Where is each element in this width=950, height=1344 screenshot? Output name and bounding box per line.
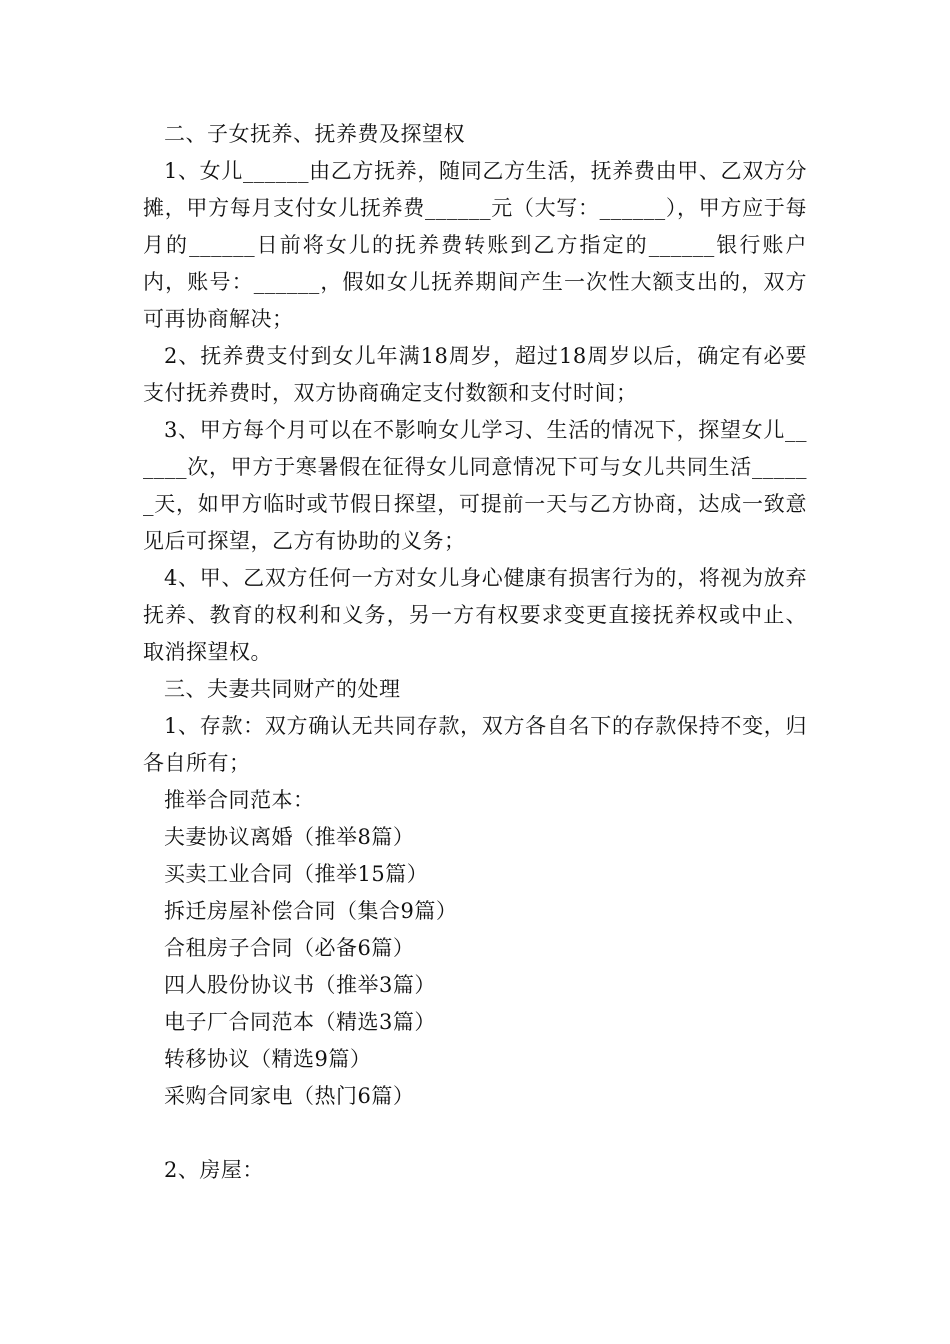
document-body — [143, 116, 807, 1189]
section-two-heading: 二、子女抚养、抚养费及探望权 — [164, 122, 465, 146]
recommend-link[interactable]: 合租房子合同（必备6篇） — [164, 936, 415, 960]
recommend-link[interactable]: 拆迁房屋补偿合同（集合9篇） — [164, 899, 458, 923]
section-two-paragraph-2: 2、抚养费支付到女儿年满18周岁，超过18周岁以后，确定有必要支付抚养费时，双方协商确定支付数额和支付时间； — [143, 344, 807, 405]
recommend-link[interactable]: 转移协议（精选9篇） — [164, 1047, 372, 1071]
spacer — [143, 1115, 807, 1152]
section-two-paragraph-1: 1、女儿______由乙方抚养，随同乙方生活，抚养费由甲、乙双方分摊，甲方每月支付女儿抚养费______元（大写：______），甲方应于每月的______日前将女儿的抚养费转账到乙方指定的______银行账户内，账号：______，假如女儿抚养期间产生一次性大额支出的，双方可再协商解决； — [143, 159, 807, 331]
recommend-link[interactable]: 采购合同家电（热门6篇） — [164, 1084, 415, 1108]
recommend-title: 推举合同范本： — [164, 788, 315, 812]
recommend-link[interactable]: 买卖工业合同（推举15篇） — [164, 862, 429, 886]
section-two-paragraph-3: 3、甲方每个月可以在不影响女儿学习、生活的情况下，探望女儿______次，甲方于寒暑假在征得女儿同意情况下可与女儿共同生活______天，如甲方临时或节假日探望，可提前一天与乙方协商，达成一致意见后可探望，乙方有协助的义务； — [143, 418, 807, 553]
recommend-link[interactable]: 电子厂合同范本（精选3篇） — [164, 1010, 436, 1034]
section-three-heading: 三、夫妻共同财产的处理 — [164, 677, 401, 701]
section-three-paragraph-1: 1、存款：双方确认无共同存款，双方各自名下的存款保持不变，归各自所有； — [143, 714, 807, 775]
recommend-link[interactable]: 四人股份协议书（推举3篇） — [164, 973, 436, 997]
recommend-link[interactable]: 夫妻协议离婚（推举8篇） — [164, 825, 415, 849]
recommend-list — [143, 819, 807, 1115]
section-two-paragraph-4: 4、甲、乙双方任何一方对女儿身心健康有损害行为的，将视为放弃抚养、教育的权利和义务，另一方有权要求变更直接抚养权或中止、取消探望权。 — [143, 566, 807, 664]
section-three-paragraph-2: 2、房屋： — [164, 1158, 264, 1182]
